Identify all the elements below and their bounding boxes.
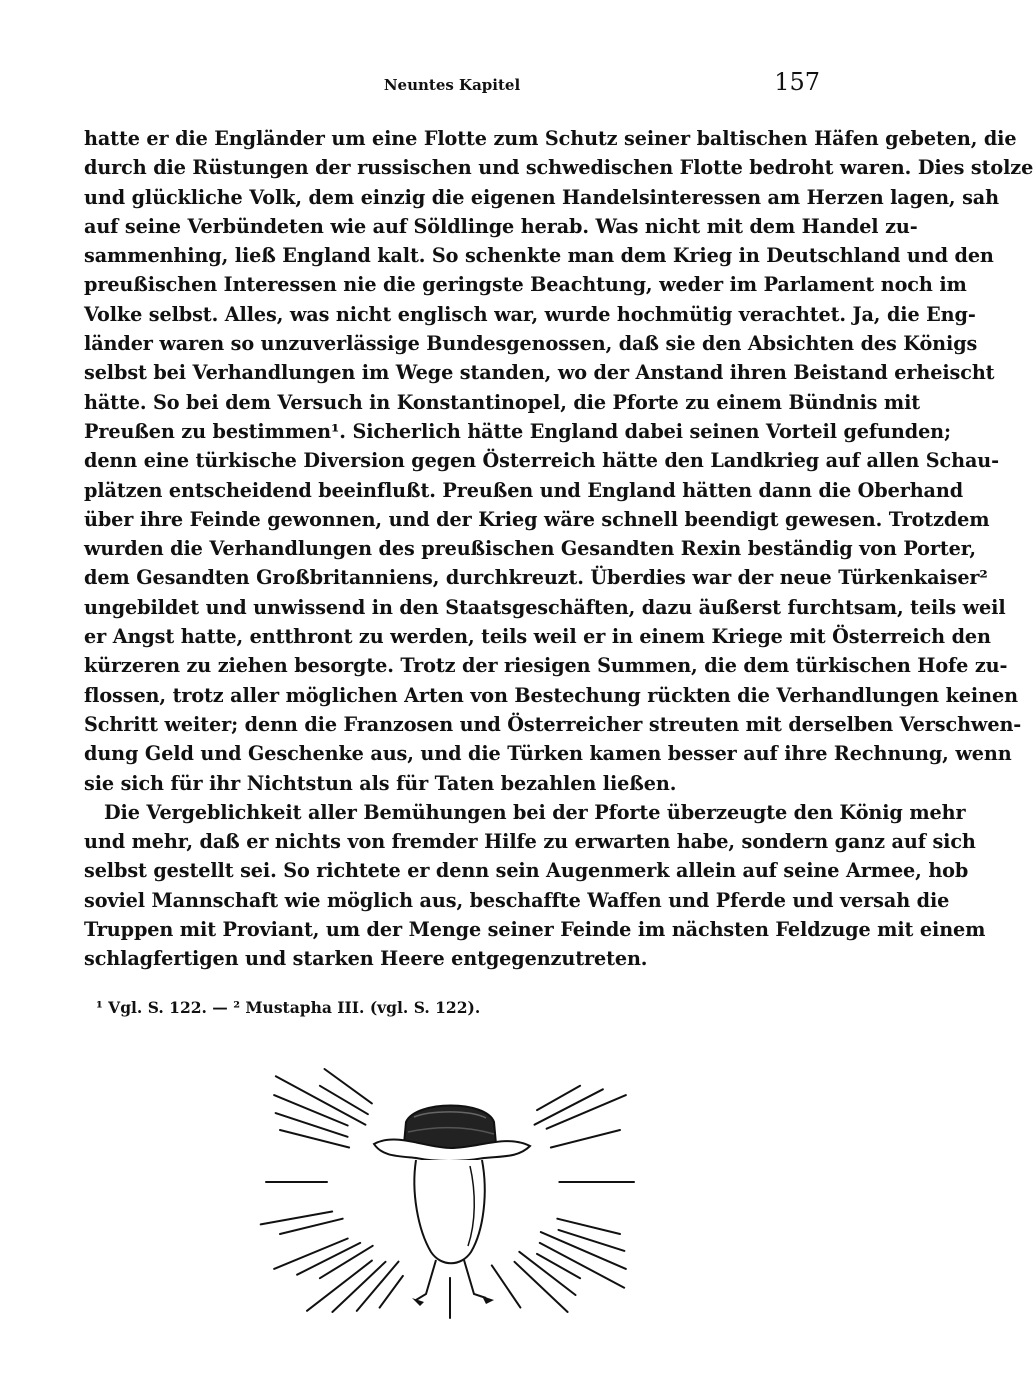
text-line: über ihre Feinde gewonnen, und der Krieg wäre schnell beendigt gewesen. Trotzdem — [84, 507, 990, 531]
text-line: hatte er die Engländer um eine Flotte zum Schutz seiner baltischen Häfen gebeten, die — [84, 127, 1017, 150]
body-text — [84, 124, 1033, 974]
text-line: dem Gesandten Großbritanniens, durchkreuzt. Überdies war der neue Türkenkaiser² — [84, 566, 988, 590]
text-line: soviel Mannschaft wie möglich aus, beschaffte Waffen und Pferde und versah die — [84, 888, 950, 912]
text-line: durch die Rüstungen der russischen und schwedischen Flotte bedroht waren. Dies stolze — [84, 156, 1033, 180]
text-line: Preußen zu bestimmen¹. Sicherlich hätte England dabei seinen Vorteil gefunden; — [84, 419, 952, 443]
text-line: sie sich für ihr Nichtstun als für Taten bezahlen ließen. — [84, 771, 677, 795]
text-line: Die Vergeblichkeit aller Bemühungen bei der Pforte überzeugte den König mehr — [104, 800, 966, 824]
text-line: denn eine türkische Diversion gegen Österreich hätte den Landkrieg auf allen Schau- — [84, 449, 1000, 473]
page-header — [84, 68, 820, 98]
page-number: 157 — [774, 68, 820, 96]
text-line: selbst bei Verhandlungen im Wege standen, wo der Anstand ihren Beistand erheischt — [84, 361, 995, 385]
text-line: er Angst hatte, entthront zu werden, teils weil er in einem Kriege mit Österreich den — [84, 625, 991, 649]
text-line: auf seine Verbündeten wie auf Söldlinge herab. Was nicht mit dem Handel zu- — [84, 214, 918, 238]
paragraph-1 — [84, 124, 1033, 798]
text-line: kürzeren zu ziehen besorgte. Trotz der riesigen Summen, die dem türkischen Hofe zu- — [84, 654, 1008, 678]
text-line: Volke selbst. Alles, was nicht englisch war, wurde hochmütig verachtet. Ja, die Eng- — [84, 302, 976, 326]
text-line: preußischen Interessen nie die geringste Beachtung, weder im Parlament noch im — [84, 273, 967, 297]
text-line: hätte. So bei dem Versuch in Konstantinopel, die Pforte zu einem Bündnis mit — [84, 390, 921, 414]
running-head: Neuntes Kapitel — [383, 76, 521, 94]
text-line: und mehr, daß er nichts von fremder Hilfe zu erwarten habe, sondern ganz auf sich — [84, 830, 976, 854]
text-line: plätzen entscheidend beeinflußt. Preußen und England hätten dann die Oberhand — [84, 478, 964, 502]
text-line: Truppen mit Proviant, um der Menge seiner Feinde im nächsten Feldzuge mit einem — [84, 918, 986, 942]
text-line: länder waren so unzuverlässige Bundesgenossen, daß sie den Absichten des Königs — [84, 332, 978, 356]
text-line: ungebildet und unwissend in den Staatsgeschäften, dazu äußerst furchtsam, teils weil — [84, 595, 1006, 619]
radiant-hat-vignette-icon — [256, 1062, 640, 1324]
text-line: Schritt weiter; denn die Franzosen und Österreicher streuten mit derselben Verschwen- — [84, 712, 1022, 736]
text-line: selbst gestellt sei. So richtete er denn sein Augenmerk allein auf seine Armee, hob — [84, 859, 969, 883]
text-line: und glückliche Volk, dem einzig die eigenen Handelsinteressen am Herzen lagen, sah — [84, 185, 999, 209]
text-line: sammenhing, ließ England kalt. So schenkte man dem Krieg in Deutschland und den — [84, 244, 994, 268]
text-line: schlagfertigen und starken Heere entgegenzutreten. — [84, 947, 648, 971]
text-line: flossen, trotz aller möglichen Arten von Bestechung rückten die Verhandlungen keinen — [84, 683, 1018, 707]
paragraph-2 — [84, 798, 986, 974]
text-line: dung Geld und Geschenke aus, und die Türken kamen besser auf ihre Rechnung, wenn — [84, 742, 1012, 766]
text-line: wurden die Verhandlungen des preußischen Gesandten Rexin beständig von Porter, — [84, 537, 976, 561]
footnotes: ¹ Vgl. S. 122. — ² Mustapha III. (vgl. S. 122). — [96, 998, 481, 1017]
